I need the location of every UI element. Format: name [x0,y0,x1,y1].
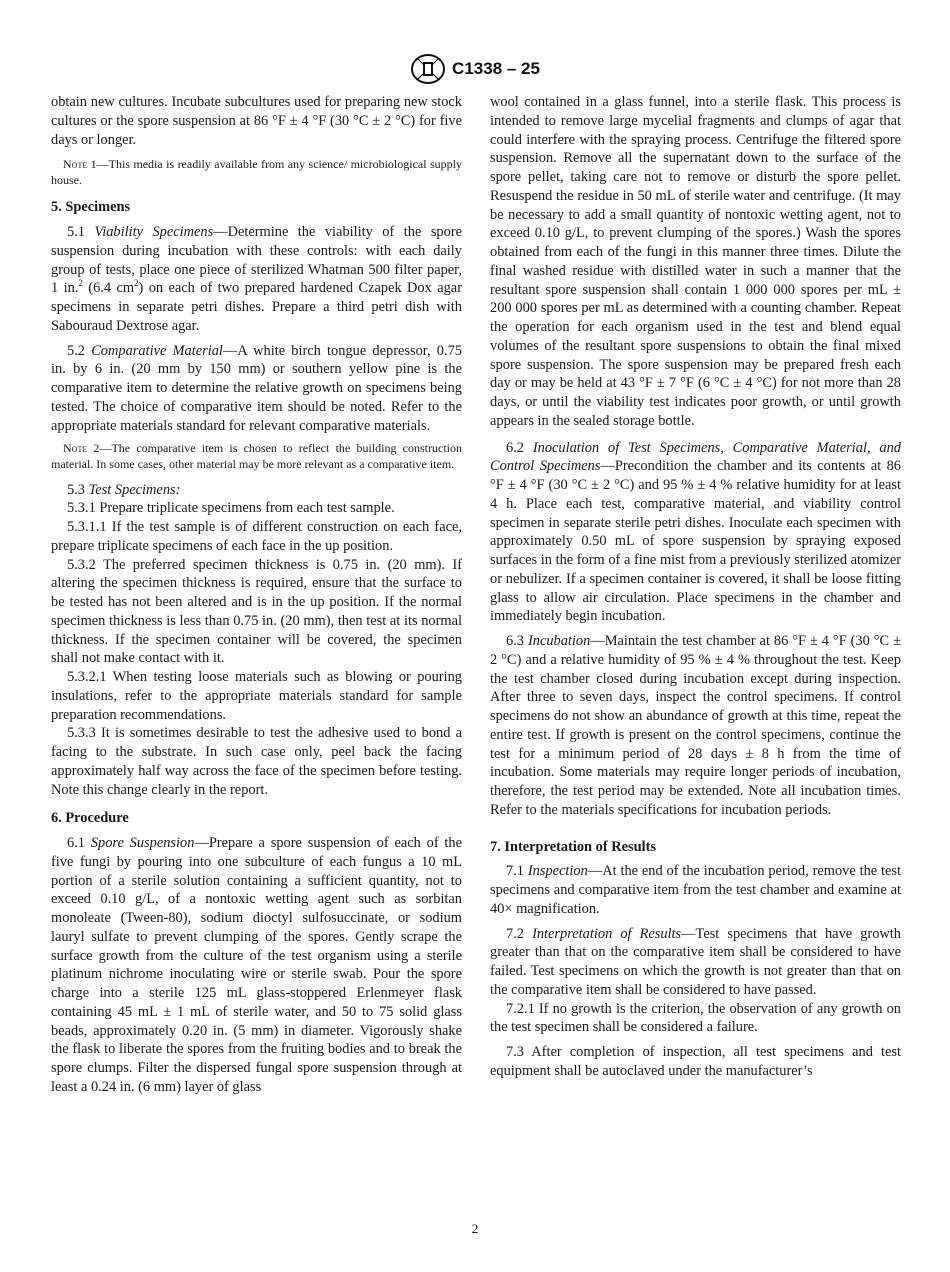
astm-logo-icon [410,53,446,85]
paragraph-5-1: 5.1 Viability Specimens—Determine the viability of the spore suspension during incubation with these controls: with each daily group of tests, place one piece of sterilized Whatman 500 filter paper, 1 in.$^2$ (6.4 $cm^2$) on each of two prepared hardened Czapek Dox agar specimens in separate petri dishes. Prepare a third petri dish with Sabouraud Dextrose agar. [51,224,462,334]
paragraph-continuation: obtain new cultures. Incubate subcultures used for preparing new stock cultures or the spore suspension at 86 °F ± 4 °F (30 °C ± 2 °C) for five days or longer. [51,94,462,148]
left-column [51,93,462,1103]
paragraph-5-3-1: 5.3.1 Prepare triplicate specimens from each test sample. [67,500,395,517]
paragraph-title: Viability Specimens [94,224,214,241]
section-heading-procedure: 6. Procedure [51,810,129,827]
paragraph-7-2: 7.2 Interpretation of Results—Test specimens that have growth greater than that on the comparative item shall be considered to have failed. Test specimens on which the growth is not greater than that on the comparative item shall be considered to have passed. [490,925,901,998]
paragraph-5-3-2: 5.3.2 The preferred specimen thickness is 0.75 in. (20 mm). If altering the specimen thickness is required, ensure that the surface to be tested has not been altered and is in the up position. If the normal specimen thickness is less than 0.75 in. (20 mm), then test at its normal thickness. If the specimen container will be covered, the specimen shall not make contact with it. [51,556,462,667]
paragraph-5-3-2-1: 5.3.2.1 When testing loose materials such as blowing or pouring insulations, refer to the appropriate materials standard for sample preparation recommendations. [51,669,462,723]
note-1 [51,157,462,188]
paragraph-5-3-1-1: 5.3.1.1 If the test sample is of different construction on each face, prepare triplicate specimens of each face in the up position. [51,519,462,554]
paragraph-continuation: wool contained in a glass funnel, into a sterile flask. This process is intended to remove large mycelial fragments and clumps of agar that could interfere with the spraying process. Centrifuge the filtered spore suspension. Remove all the supernatant down to the surface of the spore pellet, taking care not to remove or disturb the spore pellet. Resuspend the residue in 50 mL of sterile water and centrifuge. (It may be necessary to add a small quantity of nontoxic wetting agent, not to exceed 0.10 g/L, to prevent clumping of the spores.) Wash the spores obtained from each of the fungi in this manner three times. Dilute the final washed residue with distilled water in such a manner that the resultant spore suspension shall contain 1 000 000 spores per mL ± 200 000 spores per mL as determined with a counting chamber. Repeat the operation for each organism used in the test and blend equal volumes of the resultant spore suspensions to obtain the final mixed spore suspension. The spore suspension may be prepared fresh each day or may be held at 43 °F ± 7 °F (6 °C ± 4 °C) for not more than 28 days, or until the viability test indicates poor growth, or until growth appears in the sealed storage bottle. [490,94,901,429]
paragraph-title: Interpretation of Results [532,925,682,942]
paragraph-title: Inoculation of Test Specimens, Comparative Material, and Control Specimens [490,439,901,475]
paragraph-6-2: 6.2 Inoculation of Test Specimens, Comparative Material, and Control Specimens—Precondition the chamber and its contents at 86 °F ± 4 °F (30 °C ± 2 °C) and 95 % ± 4 % relative humidity for at least 4 h. Place each test, comparative material, and viability control specimen in separate sterile petri dishes. Inoculate each specimen with approximately 0.50 mL of spore suspension by spraying exposed surfaces in the form of a fine mist from a previously sterilized atomizer or nebulizer. If a specimen container is covered, it shall be loose fitting glass to allow air circulation. Place specimens in the chamber and immediately begin incubation. [490,439,901,625]
page-number: 2 [471,1221,479,1236]
note-text: —This media is readily available from any science/ microbiological supply house. [51,157,462,187]
paragraph-6-3: 6.3 Incubation—Maintain the test chamber at 86 °F ± 4 °F (30 °C ± 2 °C) and a relative humidity of 95 % ± 4 % throughout the test. Keep the test chamber closed during incubation except during inspection. After three to seven days, inspect the control specimens. If control specimens do not show an abundance of growth at this time, repeat the entire test. If growth is present on the control specimens, continue the test for a minimum period of 28 days ± 8 h from the time of incubation. Some materials may require longer periods of incubation, therefore, the test period may be extended. Note all incubation times. Refer to the materials specifications for incubation periods. [490,633,901,818]
paragraph-title: Inspection [527,863,588,880]
note-text: —The comparative item is chosen to reflect the building construction material. In some cases, other material may be more relevant as a comparative item. [51,441,462,472]
paragraph-7-3: 7.3 After completion of inspection, all test specimens and test equipment shall be autoclaved under the manufacturer’s [490,1044,901,1079]
note-label: Note 2 [63,441,100,456]
paragraph-title: Incubation [527,633,591,649]
right-column [490,93,901,1087]
paragraph-6-1: 6.1 Spore Suspension—Prepare a spore suspension of each of the five fungi by pouring into one subculture of each fungus a 10 mL portion of a sterile solution containing a sufficient quantity, not to exceed 0.10 g/L, of a nontoxic wetting agent such as sorbitan monoleate (Tween-80), sodium dioctyl sulfosuccinate, or sodium lauryl sulfate to prevent clumping of the spores. Gently scrape the surface growth from the culture of the test organism using a sterile platinum nichrome inoculating wire or sterile swab. Pour the spore charge into a sterile 125 mL glass-stoppered Erlenmeyer flask containing 45 mL ± 1 mL of sterile water, and 50 to 75 solid glass beads, approximately 0.20 in. (5 mm) in diameter. Vigorously shake the flask to liberate the spores from the fruiting bodies and to break the spore clumps. Filter the dispersed fungal spore suspension through at least a 0.24 in. (6 mm) layer of glass [51,835,462,1095]
paragraph-title: Spore Suspension [90,835,195,852]
paragraph-5-3-3: 5.3.3 It is sometimes desirable to test the adhesive used to bond a facing to the substrate. In such case only, peel back the facing approximately half way across the face of the specimen before testing. Note this change clearly in the report. [51,725,462,798]
section-heading-interpretation: 7. Interpretation of Results [490,838,657,855]
paragraph-title: Test Specimens: [88,481,181,498]
note-label: Note 1 [63,157,97,172]
document-designation: C1338 – 25 [452,59,540,78]
paragraph-5-3: 5.3 Test Specimens: [67,481,181,498]
paragraph-7-2-1: 7.2.1 If no growth is the criterion, the observation of any growth on the test specimen shall be considered a failure. [490,1000,901,1036]
paragraph-7-1: 7.1 Inspection—At the end of the incubation period, remove the test specimens and comparative item from the test chamber and examine at 40× magnification. [490,863,901,917]
note-2 [51,441,462,472]
section-heading-specimens: 5. Specimens [51,199,131,216]
page-header [0,52,950,86]
paragraph-5-2: 5.2 Comparative Material—A white birch tongue depressor, 0.75 in. by 6 in. (20 mm by 150 mm) or southern yellow pine is the comparative item to determine the relative growth on specimens being tested. The choice of comparative item should be noted. Refer to the appropriate materials standard for relevant comparative materials. [51,342,462,434]
paragraph-title: Comparative Material [91,342,223,359]
